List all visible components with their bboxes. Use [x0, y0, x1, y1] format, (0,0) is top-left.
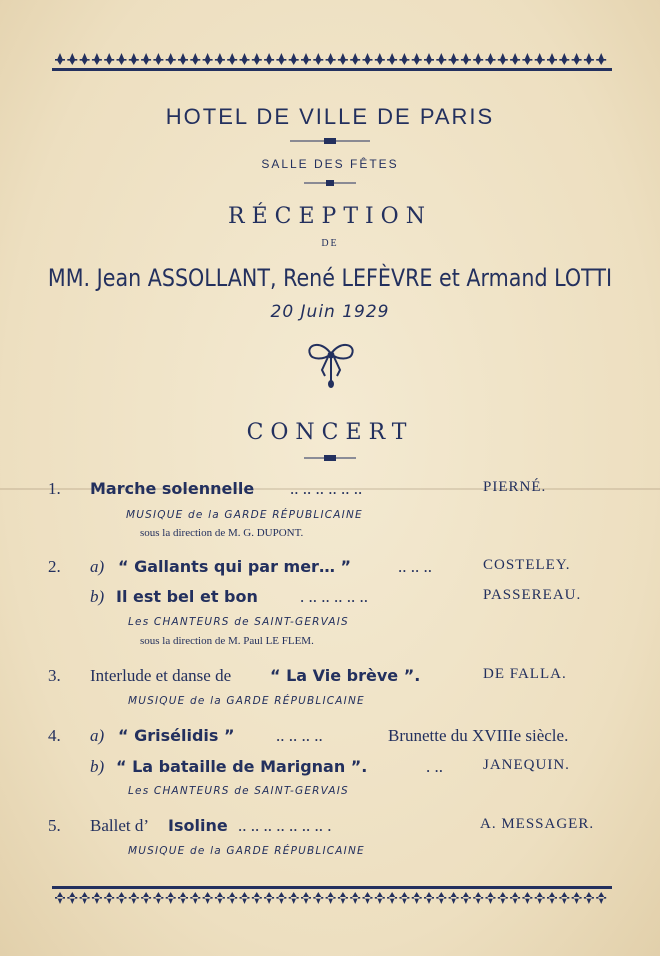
item-title: “ Gallants qui par mer… ” — [118, 557, 352, 576]
item-composer: COSTELEY. — [483, 557, 571, 573]
program-item-4a — [0, 726, 660, 748]
item-performer: MUSIQUE de la GARDE RÉPUBLICAINE — [128, 845, 365, 857]
item-leaders: .. .. .. .. .. .. .. . — [238, 816, 332, 835]
item-composer: Brunette du XVIIIe siècle. — [388, 726, 569, 745]
sub-marker: a) — [90, 557, 105, 576]
fleur-border-icon — [52, 48, 612, 74]
top-ornamental-border — [52, 48, 612, 74]
item-title-prefix: Ballet d’ — [90, 816, 150, 835]
item-leaders: .. .. .. .. — [276, 726, 323, 745]
item-leaders: .. .. .. — [398, 557, 432, 576]
program-item-4b — [0, 757, 660, 779]
item-performer: Les CHANTEURS de SAINT-GERVAIS — [128, 616, 349, 628]
concert-heading: CONCERT — [246, 420, 414, 445]
program-item-3 — [0, 666, 660, 688]
item-composer: PIERNÉ. — [483, 479, 547, 495]
program-item-5 — [0, 816, 660, 838]
item-performer: MUSIQUE de la GARDE RÉPUBLICAINE — [126, 509, 363, 521]
item-direction: sous la direction de M. G. DUPONT. — [140, 527, 304, 539]
item-number: 2. — [48, 557, 61, 576]
sub-marker: b) — [90, 587, 105, 606]
honorees-line: MM. Jean ASSOLLANT, René LEFÈVRE et Armand LOTTI — [47, 264, 613, 292]
event-title: RÉCEPTION — [228, 204, 432, 229]
sub-marker: a) — [90, 726, 105, 745]
program-item-2b — [0, 587, 660, 609]
item-number: 4. — [48, 726, 61, 745]
event-preposition: DE — [321, 238, 339, 249]
item-performer: MUSIQUE de la GARDE RÉPUBLICAINE — [128, 695, 365, 707]
item-direction: sous la direction de M. Paul LE FLEM. — [140, 635, 314, 647]
item-title: “ La bataille de Marignan ”. — [116, 757, 368, 776]
item-title: Isoline — [168, 816, 228, 835]
item-title: “ La Vie brève ”. — [270, 666, 421, 685]
item-number: 5. — [48, 816, 61, 835]
item-number: 1. — [48, 479, 61, 498]
item-leaders: . .. .. .. .. .. — [300, 587, 368, 606]
title-divider — [0, 137, 660, 145]
item-composer: JANEQUIN. — [483, 757, 570, 773]
item-title: “ Grisélidis ” — [118, 726, 235, 745]
fleur-border-icon — [52, 884, 612, 910]
room-divider — [0, 179, 660, 187]
bottom-ornamental-border — [52, 884, 612, 910]
ribbon-bow-ornament-icon — [304, 336, 358, 395]
item-title: Il est bel et bon — [116, 587, 258, 606]
item-leaders: . .. — [426, 757, 443, 776]
item-number: 3. — [48, 666, 61, 685]
program-item-1 — [0, 479, 660, 501]
room-name: SALLE DES FÊTES — [261, 157, 399, 171]
item-composer: PASSEREAU. — [483, 587, 582, 603]
sub-marker: b) — [90, 757, 105, 776]
program-item-2a — [0, 557, 660, 579]
item-title-prefix: Interlude et danse de — [90, 666, 232, 685]
venue-title: HOTEL DE VILLE DE PARIS — [165, 104, 495, 129]
event-date: 20 Juin 1929 — [270, 302, 390, 322]
concert-divider — [0, 454, 660, 462]
item-performer: Les CHANTEURS de SAINT-GERVAIS — [128, 785, 349, 797]
item-composer: DE FALLA. — [483, 666, 567, 682]
item-title: Marche solennelle — [90, 479, 255, 498]
item-composer: A. MESSAGER. — [480, 816, 595, 832]
item-leaders: .. .. .. .. .. .. — [290, 479, 363, 498]
